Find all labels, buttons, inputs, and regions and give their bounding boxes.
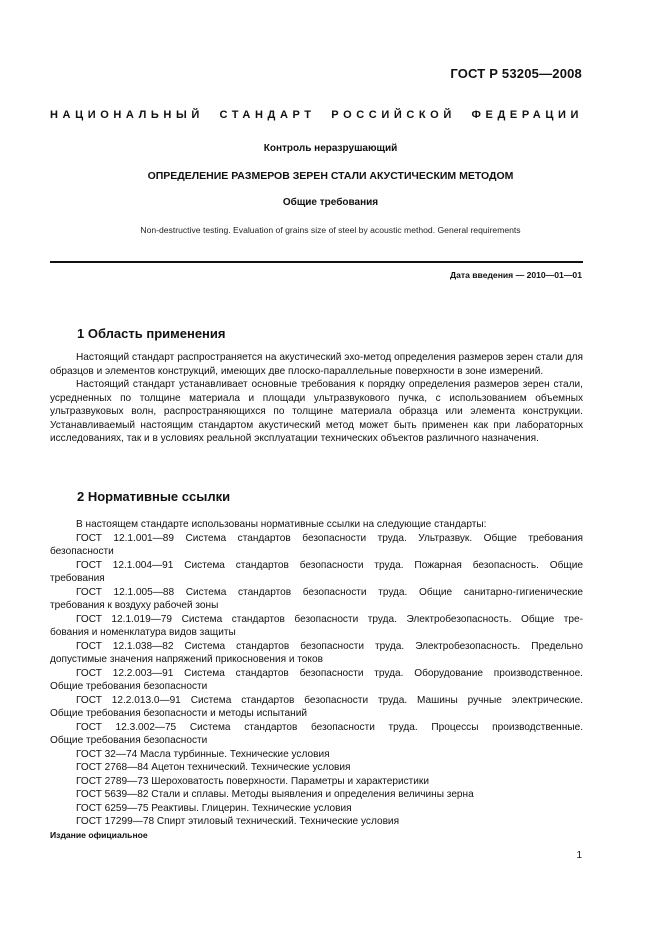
reference-line: безопасности xyxy=(50,546,114,557)
reference-line: ГОСТ 12.3.002—75 Система стандартов безопасности труда. Процессы производственные. xyxy=(76,721,583,733)
introduction-date: Дата введения — 2010—01—01 xyxy=(449,270,582,280)
reference-line: требования к воздуху рабочей зоны xyxy=(50,600,219,611)
section-1-heading: 1 Область применения xyxy=(77,326,226,341)
reference-line: ГОСТ 17299—78 Спирт этиловый технический. Технические условия xyxy=(76,816,400,827)
standard-number: ГОСТ Р 53205—2008 xyxy=(450,66,582,81)
reference-line: ГОСТ 6259—75 Реактивы. Глицерин. Технические условия xyxy=(76,802,352,814)
reference-line: требования xyxy=(50,573,105,584)
reference-line: ГОСТ 12.1.004—91 Система стандартов безопасности труда. Пожарная безопасность. Общие xyxy=(76,559,583,571)
reference-line: Общие требования безопасности xyxy=(50,681,208,692)
reference-line: ГОСТ 12.2.013.0—91 Система стандартов безопасности труда. Машины ручные электрические. xyxy=(76,694,583,706)
reference-line: допустимые значения напряжений прикосновения и токов xyxy=(50,654,323,665)
banner-word: НАЦИОНАЛЬНЫЙ xyxy=(50,109,204,121)
reference-line: ГОСТ 2789—73 Шероховатость поверхности. Параметры и характеристики xyxy=(76,775,429,787)
banner-word: РОССИЙСКОЙ xyxy=(331,109,456,121)
reference-line: Общие требования безопасности xyxy=(50,735,208,746)
title-divider xyxy=(50,261,583,263)
paragraph: Настоящий стандарт распространяется на акустический эхо-метод определения размеров зерен стали для образцов и элементов конструкций, имеющих две плоско-параллельные поверхности в зоне измерений. xyxy=(50,352,583,377)
banner-word: ФЕДЕРАЦИИ xyxy=(471,109,583,121)
reference-line: ГОСТ 12.1.019—79 Система стандартов безопасности труда. Электробезопасность. Общие тре- xyxy=(76,613,583,625)
reference-line: Общие требования безопасности и методы испытаний xyxy=(50,708,307,719)
control-title: Контроль неразрушающий xyxy=(263,143,398,154)
reference-line: В настоящем стандарте использованы нормативные ссылки на следующие стандарты: xyxy=(76,519,487,530)
reference-line: ГОСТ 12.1.005—88 Система стандартов безопасности труда. Общие санитарно-гигиенические xyxy=(76,586,583,598)
reference-line: ГОСТ 12.2.003—91 Система стандартов безопасности труда. Оборудование производственное. xyxy=(76,667,583,679)
reference-line: ГОСТ 2768—84 Ацетон технический. Технические условия xyxy=(76,762,351,773)
page-number: 1 xyxy=(576,850,582,861)
section-2-body xyxy=(50,518,583,829)
reference-line: ГОСТ 12.1.038—82 Система стандартов безопасности труда. Электробезопасность. Предельно xyxy=(76,640,583,652)
national-standard-banner xyxy=(50,109,583,121)
english-title: Non-destructive testing. Evaluation of grains size of steel by acoustic method. General requirements xyxy=(140,225,521,235)
reference-line: ГОСТ 32—74 Масла турбинные. Технические условия xyxy=(76,748,330,760)
banner-word: СТАНДАРТ xyxy=(219,109,316,121)
paragraph: Настоящий стандарт устанавливает основные требования к порядку определения размеров зерен стали, усредненных по толщине материала и площади ультразвукового пучка, с использованием объемных ультразвуковых волн, распространяющихся по толщине материала образца или элемента конструкции. Устанавливаемый настоящим стандартом акустический метод может быть применен как при лабораторных исследованиях, так и в условиях реальной эксплуатации технических объектов различного назначения. xyxy=(50,379,583,444)
official-edition-label: Издание официальное xyxy=(50,830,148,840)
section-2-heading: 2 Нормативные ссылки xyxy=(77,489,231,504)
document-title: ОПРЕДЕЛЕНИЕ РАЗМЕРОВ ЗЕРЕН СТАЛИ АКУСТИЧЕСКИМ МЕТОДОМ xyxy=(147,170,514,182)
reference-line: ГОСТ 12.1.001—89 Система стандартов безопасности труда. Ультразвук. Общие требования xyxy=(76,532,583,544)
reference-line: бования и номенклатура видов защиты xyxy=(50,627,236,638)
reference-line: ГОСТ 5639—82 Стали и сплавы. Методы выявления и определения величины зерна xyxy=(76,789,474,800)
document-subtitle: Общие требования xyxy=(282,197,379,208)
section-1-body xyxy=(50,351,583,446)
